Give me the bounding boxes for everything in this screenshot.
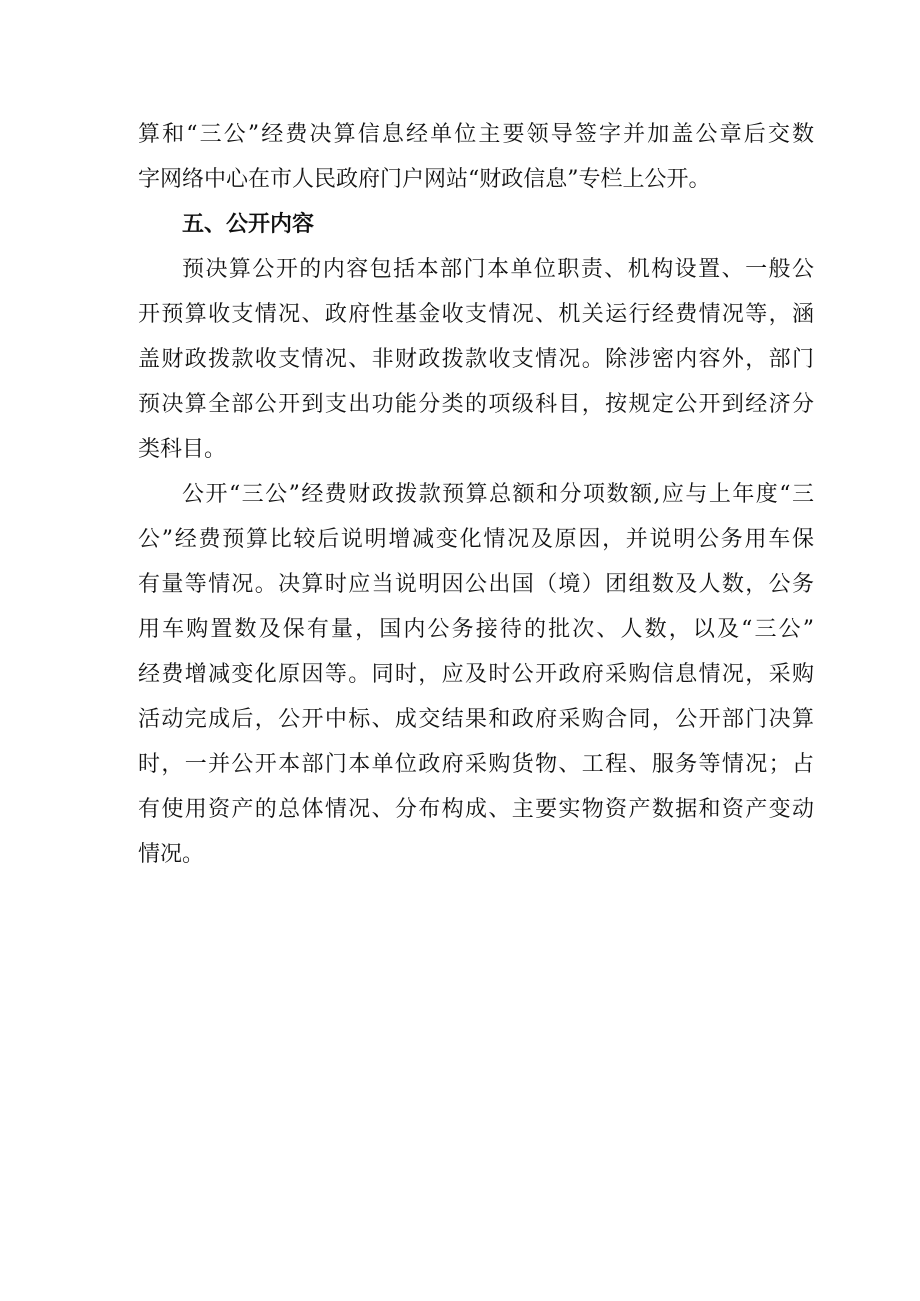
text-line: 算和“三公”经费决算信息经单位主要领导签字并加盖公章后交数 (138, 122, 814, 147)
text-line: 盖财政拨款收支情况、非财政拨款收支情况。除涉密内容外，部门 (138, 347, 814, 372)
paragraph-content-scope (138, 247, 814, 472)
text-line: 公开“三公”经费财政拨款预算总额和分项数额,应与上年度“三 (182, 482, 814, 507)
text-line: 开预算收支情况、政府性基金收支情况、机关运行经费情况等，涵 (138, 302, 814, 327)
text-line: 类科目。 (138, 437, 227, 462)
text-line: 活动完成后，公开中标、成交结果和政府采购合同，公开部门决算 (138, 707, 814, 732)
document-page (138, 112, 814, 877)
text-line: 公”经费预算比较后说明增减变化情况及原因，并说明公务用车保 (138, 527, 814, 552)
paragraph-continuation (138, 112, 814, 202)
text-line: 经费增减变化原因等。同时，应及时公开政府采购信息情况，采购 (138, 662, 814, 687)
section-heading: 五、公开内容 (182, 212, 315, 237)
text-line: 有量等情况。决算时应当说明因公出国（境）团组数及人数，公务 (138, 572, 814, 597)
text-line: 预决算公开的内容包括本部门本单位职责、机构设置、一般公 (182, 257, 814, 282)
text-line: 时，一并公开本部门本单位政府采购货物、工程、服务等情况；占 (138, 752, 814, 777)
paragraph-three-public-expenses (138, 472, 814, 877)
text-line: 用车购置数及保有量，国内公务接待的批次、人数，以及“三公” (138, 617, 814, 642)
text-line: 字网络中心在市人民政府门户网站“财政信息”专栏上公开。 (138, 167, 711, 192)
text-line: 有使用资产的总体情况、分布构成、主要实物资产数据和资产变动 (138, 797, 814, 822)
text-line: 预决算全部公开到支出功能分类的项级科目，按规定公开到经济分 (138, 392, 814, 417)
text-line: 情况。 (138, 842, 205, 867)
